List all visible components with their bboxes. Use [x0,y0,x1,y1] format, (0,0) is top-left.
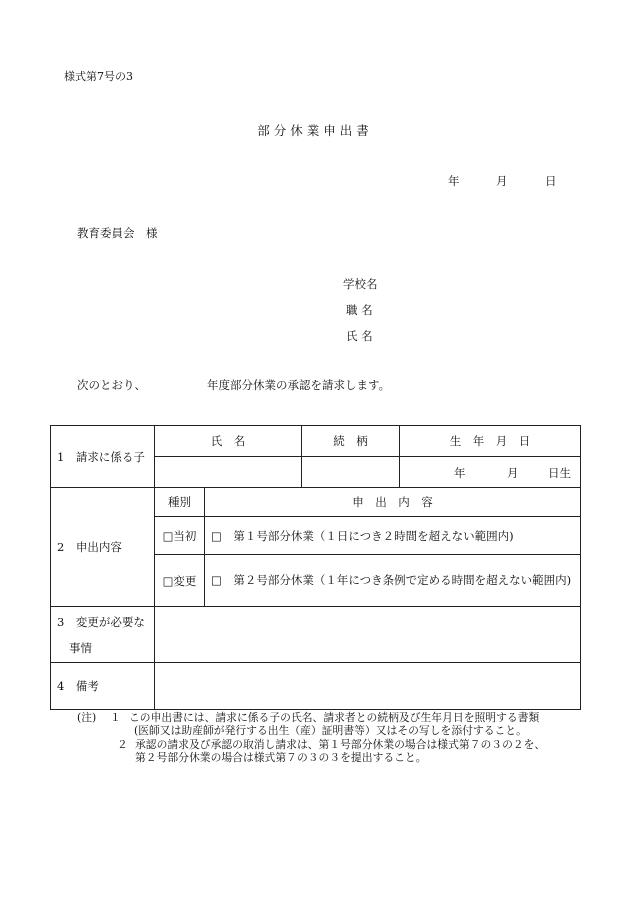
option-type2-checkbox[interactable]: □ 第２号部分休業（１年につき条例で定める時間を超えない範囲内) [205,555,581,607]
date-month-label: 月 [496,174,508,188]
lead-prefix: 次のとおり、 [77,378,146,392]
change-reason-label-line1: 3 変更が必要な [57,614,145,629]
table-row [51,488,581,517]
relation-header: 続 柄 [302,426,400,457]
type-header: 種別 [155,488,205,517]
change-reason-field[interactable] [155,607,581,663]
name-label: 氏 名 [346,329,373,343]
table-row [51,607,581,663]
remarks-label: 4 備考 [51,663,155,710]
note1-line1: この申出書には、請求に係る子の氏名、請求者との続柄及び生年月日を照明する書類 [129,711,540,724]
child-section-label: 1 請求に係る子 [51,426,155,488]
lead-suffix: 年度部分休業の承認を請求します。 [207,378,391,392]
content-header: 申 出 内 容 [205,488,581,517]
birth-month-label: 月 [507,466,519,480]
addressee: 教育委員会 様 [77,226,158,240]
note2-number: ２ [117,738,128,751]
date-year-label: 年 [448,174,460,188]
remarks-field[interactable] [155,663,581,710]
note2-line2: 第２号部分休業の場合は様式第７の３の３を提出すること。 [135,751,427,764]
birth-day-label: 日生 [548,466,571,480]
note1-number: １ [110,711,121,724]
table-row [51,663,581,710]
change-reason-label [51,607,155,663]
notes-label: (注) [77,711,97,724]
birthdate-header: 生 年 月 日 [400,426,581,457]
child-name-header: 氏 名 [155,426,302,457]
application-table [50,425,581,710]
form-number: 様式第7号の3 [64,70,133,83]
type-initial-checkbox[interactable]: □当初 [155,517,205,555]
date-day-label: 日 [545,174,557,188]
request-section-label: 2 申出内容 [51,488,155,607]
birthdate-field[interactable] [400,457,581,488]
school-name-label: 学校名 [343,277,378,291]
note1-line2: (医師又は助産師が発行する出生（産）証明書等）又はその写しを添付すること。 [134,724,527,737]
document-title: 部分休業申出書 [257,123,373,138]
child-name-field[interactable] [155,457,302,488]
birth-year-label: 年 [454,466,466,480]
option-type1-checkbox[interactable]: □ 第１号部分休業（１日につき２時間を超えない範囲内) [205,517,581,555]
change-reason-label-line2: 事情 [69,640,92,655]
note2-line1: 承認の請求及び承認の取消し請求は、第１号部分休業の場合は様式第７の３の２を、 [135,738,546,751]
position-label: 職 名 [346,303,373,317]
relation-field[interactable] [302,457,400,488]
table-row [51,426,581,457]
type-change-checkbox[interactable]: □変更 [155,555,205,607]
